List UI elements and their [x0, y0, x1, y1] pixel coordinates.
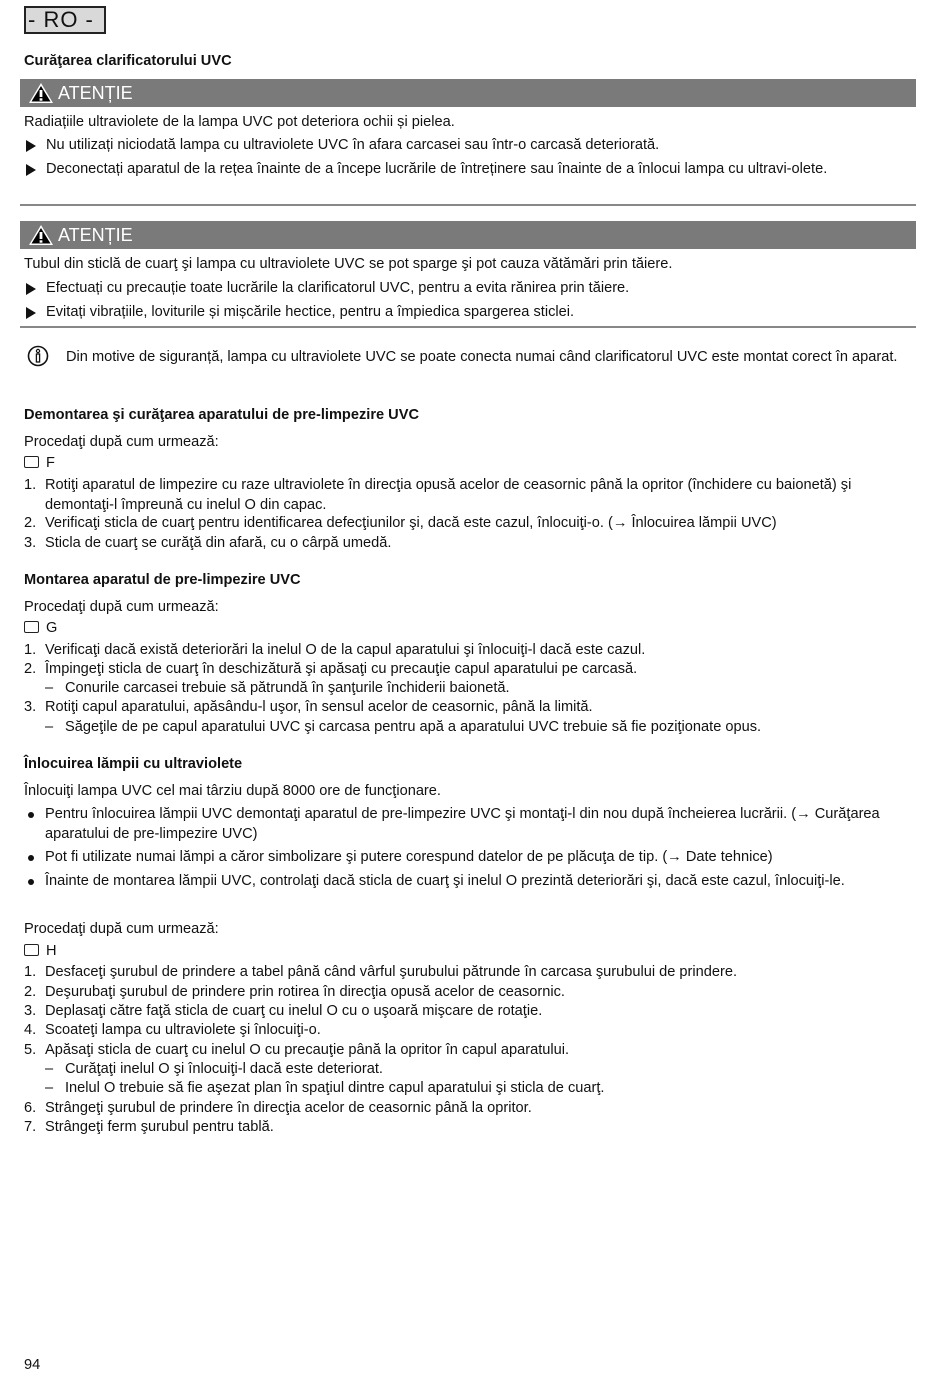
section-title-cleaning: Curăţarea clarificatorului UVC — [24, 53, 232, 69]
warning-icon — [28, 224, 54, 246]
warning-label: ATENȚIE — [58, 225, 133, 245]
section-title-dismantle: Demontarea şi curăţarea aparatului de pre-limpezire UVC — [24, 407, 419, 423]
warning-text-1: Radiațiile ultraviolete de la lampa UVC pot deteriora ochii și pielea. — [24, 114, 455, 130]
procedure-intro: Procedaţi după cum urmează: — [24, 921, 219, 937]
step-item: 2. Verificaţi sticla de cuarţ pentru identificarea defecţiunilor şi, dacă este cazul, înlocuiţi-o. (→ Înlocuirea lămpii UVC) — [24, 515, 777, 531]
warning-bar-1 — [20, 79, 916, 107]
procedure-intro: Procedaţi după cum urmează: — [24, 434, 219, 450]
warning-item: Nu utilizați niciodată lampa cu ultraviolete UVC în afara carcasei sau într-o carcasă deteriorată. — [24, 136, 916, 156]
triangle-bullet-icon — [26, 283, 36, 295]
triangle-bullet-icon — [26, 140, 36, 152]
step-item: 3. Deplasaţi către faţă sticla de cuarţ cu inelul O cu o uşoară mişcare de rotaţie. — [24, 1003, 543, 1019]
language-label: - RO - — [24, 6, 106, 34]
step-item: 5. Apăsaţi sticla de cuarţ cu inelul O cu precauţie până la opritor în capul aparatului. — [24, 1042, 570, 1058]
figure-reference: G — [24, 619, 57, 639]
page-number: 94 — [24, 1357, 41, 1373]
sub-step-item: – Inelul O trebuie să fie aşezat plan în spaţiul dintre capul aparatului şi sticla de cuarţ. — [45, 1080, 605, 1096]
step-item: 3. Rotiţi capul aparatului, apăsându-l uşor, în sensul acelor de ceasornic, până la limită. — [24, 699, 593, 715]
warning-bar-2 — [20, 221, 916, 249]
warning-text-2: Tubul din sticlă de cuarţ şi lampa cu ultraviolete UVC se pot sparge şi pot cauza vătămări prin tăiere. — [24, 256, 673, 272]
step-item: 1. Desfaceţi şurubul de prindere a tabel până când vârful şurubului pătrunde în carcasa şurubului de prindere. — [24, 964, 738, 980]
warning-item: Efectuați cu precauție toate lucrările la clarificatorul UVC, pentru a evita rănirea prin tăiere. — [24, 279, 916, 299]
warning-icon — [28, 82, 54, 104]
bullet-dot-icon — [28, 812, 34, 818]
step-item: 7. Strângeţi ferm şurubul pentru tablă. — [24, 1119, 274, 1135]
triangle-bullet-icon — [26, 164, 36, 176]
divider — [20, 204, 916, 206]
bullet-item: Pot fi utilizate numai lămpi a căror simbolizare şi putere corespund datelor de pe plăcuţa de tip. (→ Date tehnice) — [24, 848, 916, 868]
step-item: 2. Deşurubaţi şurubul de prindere prin rotirea în direcţia opusă acelor de ceasornic. — [24, 984, 565, 1000]
bullet-item: Înainte de montarea lămpii UVC, controlaţi dacă sticla de cuarţ şi inelul O prezintă deteriorări şi, dacă este cazul, înlocuiţi-le. — [24, 872, 916, 892]
info-icon — [27, 345, 49, 367]
step-item: 4. Scoateţi lampa cu ultraviolete şi înlocuiţi-o. — [24, 1022, 321, 1038]
step-item: 1. Verificaţi dacă există deteriorări la inelul O de la capul aparatului şi înlocuiţi-l dacă este cazul. — [24, 642, 646, 658]
sub-step-item: – Săgeţile de pe capul aparatului UVC şi carcasa pentru apă a aparatului UVC trebuie să fie poziţionate opus. — [45, 719, 762, 735]
info-note: Din motive de siguranță, lampa cu ultraviolete UVC se poate conecta numai când clarificatorul UVC este montat corect în aparat. — [66, 349, 898, 365]
figure-icon — [24, 621, 39, 633]
replacement-intro: Înlocuiţi lampa UVC cel mai târziu după 8000 ore de funcţionare. — [24, 783, 441, 799]
bullet-dot-icon — [28, 855, 34, 861]
step-item: 6. Strângeţi şurubul de prindere în direcţia acelor de ceasornic până la opritor. — [24, 1100, 532, 1116]
figure-icon — [24, 944, 39, 956]
sub-step-item: – Curăţaţi inelul O şi înlocuiţi-l dacă este deteriorat. — [45, 1061, 383, 1077]
triangle-bullet-icon — [26, 307, 36, 319]
divider — [20, 326, 916, 328]
procedure-intro: Procedaţi după cum urmează: — [24, 599, 219, 615]
step-item: 1. Rotiţi aparatul de limpezire cu raze ultraviolete în direcţia opusă acelor de ceasornic până la opritor (închidere cu baionetă) şi demontaţi-l împreună cu inelul O din capac. — [24, 477, 852, 513]
figure-icon — [24, 456, 39, 468]
figure-reference: F — [24, 454, 55, 474]
warning-item: Deconectați aparatul de la rețea înainte de a începe lucrările de întreținere sau înainte de a înlocui lampa cu ultravi-olete. — [24, 160, 916, 180]
warning-label: ATENȚIE — [58, 83, 133, 103]
warning-item: Evitați vibrațiile, loviturile și mișcările hectice, pentru a împiedica spargerea sticlei. — [24, 303, 916, 323]
bullet-dot-icon — [28, 879, 34, 885]
bullet-item: Pentru înlocuirea lămpii UVC demontaţi aparatul de pre-limpezire UVC şi montaţi-l din nou după încheierea lucrării. (→ Curăţarea aparatului de pre-limpezire UVC) — [24, 805, 916, 844]
step-item: 2. Împingeţi sticla de cuarţ în deschizătură şi apăsaţi cu precauţie capul aparatului pe carcasă. — [24, 661, 638, 677]
step-item: 3. Sticla de cuarţ se curăţă din afară, cu o cârpă umedă. — [24, 535, 392, 551]
section-title-replacement: Înlocuirea lămpii cu ultraviolete — [24, 756, 243, 772]
sub-step-item: – Conurile carcasei trebuie să pătrundă în şanţurile închiderii baionetă. — [45, 680, 510, 696]
figure-reference: H — [24, 942, 57, 962]
section-title-mounting: Montarea aparatul de pre-limpezire UVC — [24, 572, 301, 588]
